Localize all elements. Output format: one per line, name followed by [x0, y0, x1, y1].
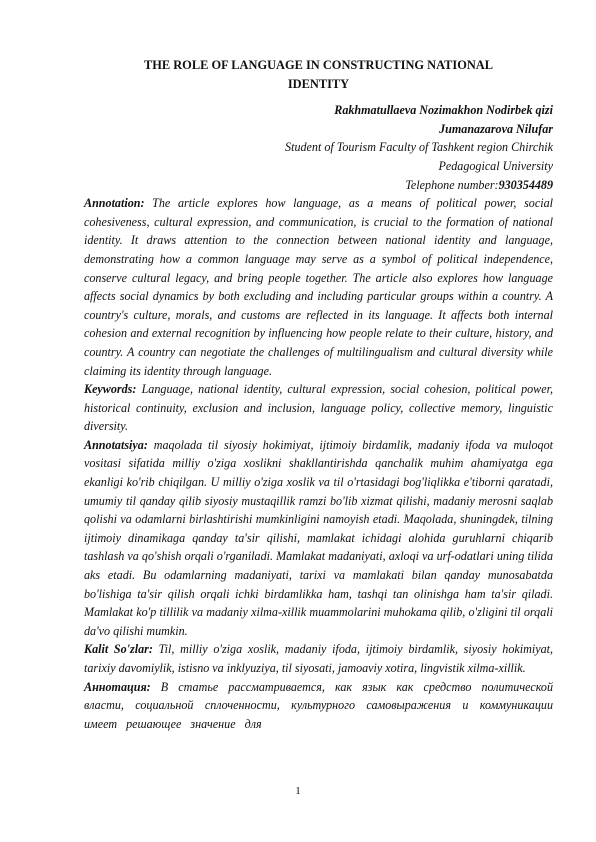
keywords-text: Language, national identity, cultural expression, social cohesion, political power, historical continuity, exclusion and inclusion, language policy, collective memory, linguistic diversity.	[84, 382, 553, 434]
title-line-1: THE ROLE OF LANGUAGE IN CONSTRUCTING NATIONAL	[143, 58, 494, 72]
title-line-2: IDENTITY	[287, 76, 350, 91]
annotation-paragraph	[84, 194, 553, 380]
paper-page	[84, 56, 553, 733]
telephone-label: Telephone number:	[405, 177, 499, 192]
annotatsiya-label: Annotatsiya:	[84, 437, 148, 452]
telephone-value: 930354489	[498, 177, 553, 192]
author-name-2: Jumanazarova Nilufar	[439, 121, 553, 136]
russian-annotation-label: Аннотация:	[84, 679, 151, 694]
author-block	[84, 101, 553, 194]
keywords-label: Keywords:	[84, 382, 137, 397]
telephone-line	[84, 176, 553, 195]
russian-annotation-text: В статье рассматривается, как язык как средство политической власти, социальной сплоченности, культурного самовыражения и коммуникации имеет решающее значение для	[84, 679, 553, 731]
annotation-label: Annotation:	[84, 196, 145, 211]
affiliation-line-2: Pedagogical University	[438, 158, 553, 173]
annotatsiya-text: maqolada til siyosiy hokimiyat, ijtimoiy birdamlik, madaniy ifoda va muloqot vositasi sifatida milliy o'ziga xoslikni shakllantirishda qanchalik muhim ahamiyatga ega ekanligi ko'rib chiqilgan. U milliy o'ziga xoslik va til o'rtasidagi bog'liqlikka e'tiborni qaratadi, umumiy til qanday qilib siyosiy mustaqillik ramzi bo'lib xizmat qilishi, madaniy merosni saqlab qolishi va odamlarni birlashtirishi mumkinligini namoyish etadi. Maqolada, shuningdek, tilning ijtimoiy dinamikaga qanday ta'sir qilishi, mamlakat ichidagi alohida guruhlarni chiqarib tashlash va qo'shish orqali o'rganiladi. Mamlakat madaniyati, axloqi va urf-odatlari uning tilida aks etadi. Bu odamlarning madaniyati, tarixi va mamlakati bilan qanday munosabatda bo'lishiga ta'sir qilish orqali ichki birdamlikka ham, tashqi tan olinishga ham ta'sir qiladi. Mamlakat ko'p tillilik va madaniy xilma-xillik muammolarini muhokama qilib, o'zligini til orqali da'vo qilishi mumkin.	[84, 437, 553, 638]
keywords-paragraph	[84, 380, 553, 436]
affiliation-line-1: Student of Tourism Faculty of Tashkent region Chirchik	[285, 140, 553, 155]
author-name-1: Rakhmatullaeva Nozimakhon Nodirbek qizi	[334, 103, 553, 118]
kalit-sozlar-paragraph	[84, 640, 553, 677]
paper-title	[84, 56, 553, 93]
annotation-text: The article explores how language, as a means of political power, social cohesiveness, cultural expression, and communication, is crucial to the formation of national identity. It draws attention to the connection between national identity and language, demonstrating how a common language may serve as a symbol of political independence, conserve cultural legacy, and bring people together. The article also explores how language affects social dynamics by both excluding and including particular groups within a country. A country's culture, morals, and customs are reflected in its language. It affects both internal cohesion and external recognition by influencing how people relate to their culture, history, and country. A country can negotiate the challenges of multilingualism and cultural diversity while claiming its identity through language.	[84, 196, 553, 378]
annotatsiya-paragraph	[84, 436, 553, 641]
russian-annotation-paragraph	[84, 678, 553, 734]
kalit-sozlar-text: Til, milliy o'ziga xoslik, madaniy ifoda, ijtimoiy birdamlik, siyosiy hokimiyat, tarixiy davomiylik, istisno va inklyuziya, til siyosati, jamoaviy xotira, lingvistik xilma-xillik.	[84, 642, 553, 675]
kalit-sozlar-label: Kalit So'zlar:	[84, 642, 153, 657]
page-number: 1	[295, 785, 301, 797]
